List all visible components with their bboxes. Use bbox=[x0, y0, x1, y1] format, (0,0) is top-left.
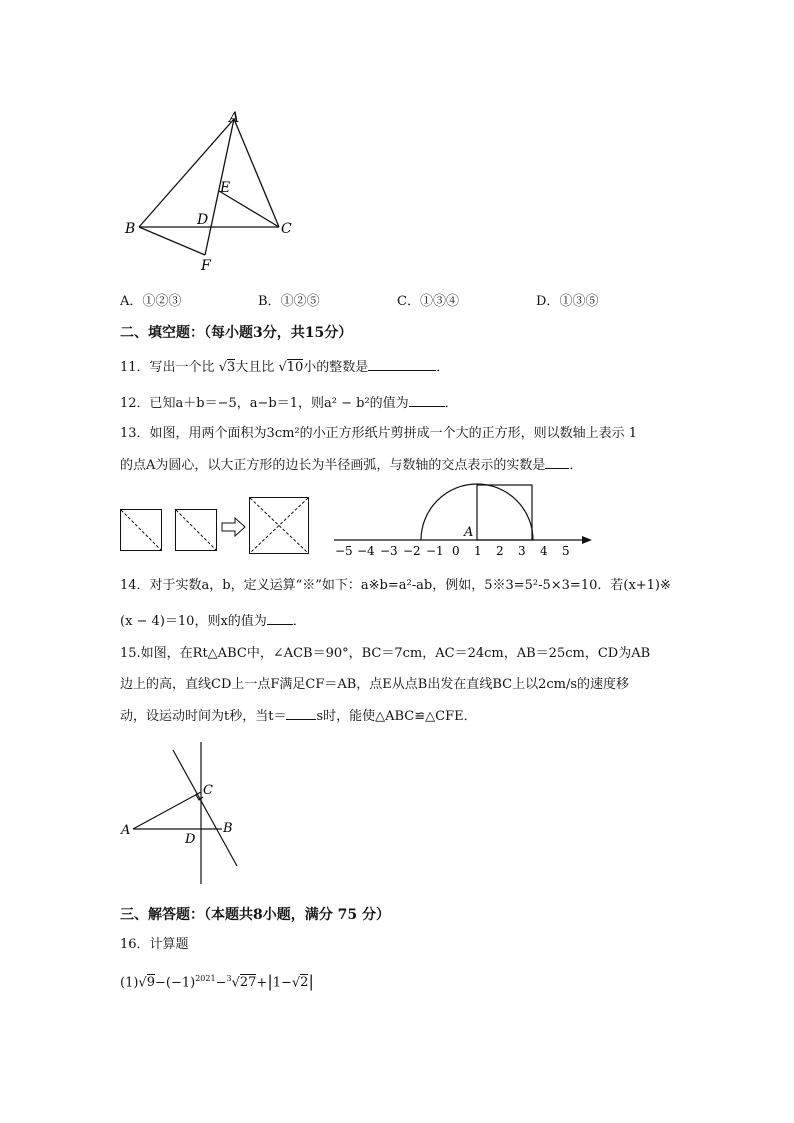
tick-label: 5 bbox=[562, 544, 570, 558]
section-solution-heading: 三、解答题：（本题共8小题，满分 75 分） bbox=[120, 907, 390, 923]
cube-root-icon: √ bbox=[231, 975, 240, 991]
number-line-figure bbox=[330, 478, 595, 562]
question-15-line1: 15.如图，在Rt△ABC中，∠ACB＝90°，BC＝7cm，AC＝24cm，AB＝25cm，CD为AB bbox=[120, 646, 651, 661]
large-square bbox=[249, 497, 309, 554]
tick-label: −1 bbox=[426, 544, 444, 558]
question-14-line2: (x − 4)＝10，则x的值为 ． bbox=[120, 614, 306, 629]
question-15-line2: 边上的高，直线CD上一点F满足CF＝AB，点E从点B出发在直线BC上以2cm/s的速度移 bbox=[120, 677, 630, 692]
label-d: D bbox=[185, 832, 196, 847]
option-b[interactable]: B．①②⑤ bbox=[258, 294, 320, 309]
section-fill-in-heading: 二、填空题：（每小题3分，共15分） bbox=[120, 325, 353, 341]
tick-label: −4 bbox=[357, 544, 375, 558]
option-a[interactable]: A．①②③ bbox=[120, 294, 182, 309]
answer-blank-15[interactable] bbox=[286, 707, 316, 720]
label-b: B bbox=[125, 221, 136, 237]
tick-label: 1 bbox=[474, 544, 482, 558]
question-13-line2: 的点A为圆心，以大正方形的边长为半径画弧，与数轴的交点表示的实数是 ． bbox=[120, 458, 583, 473]
sqrt-icon: √ bbox=[138, 975, 147, 991]
question-11: 11．写出一个比 √3大且比 √10小的整数是 ． bbox=[120, 360, 450, 375]
answer-blank-14[interactable] bbox=[267, 612, 293, 625]
figure-triangle-abc bbox=[115, 105, 305, 280]
tick-label: −2 bbox=[403, 544, 421, 558]
option-d[interactable]: D．①③⑤ bbox=[536, 294, 599, 309]
label-a: A bbox=[229, 110, 240, 126]
question-16-title: 16．计算题 bbox=[120, 937, 189, 952]
tick-label: −3 bbox=[380, 544, 398, 558]
sqrt-icon: √ bbox=[278, 360, 287, 375]
tick-label: 0 bbox=[452, 544, 460, 558]
question-14-line1: 14．对于实数a，b，定义运算“※”如下：a※b=a²-ab，例如，5※3=5²-5×3=10．若(x+1)※ bbox=[120, 578, 671, 593]
label-b: B bbox=[223, 821, 233, 836]
answer-blank-12[interactable] bbox=[409, 394, 445, 407]
sqrt-icon: √ bbox=[218, 360, 227, 375]
question-16-expression: $(1)√9-(-1)^{2021}-^3√27+|1-√2|$ bbox=[120, 971, 314, 991]
answer-blank-13[interactable] bbox=[545, 456, 569, 469]
label-e: E bbox=[220, 180, 231, 196]
arrow-right-icon bbox=[221, 517, 247, 537]
tick-label: 3 bbox=[518, 544, 526, 558]
label-a: A bbox=[121, 823, 131, 838]
tick-label: 2 bbox=[496, 544, 504, 558]
answer-blank-11[interactable] bbox=[368, 358, 436, 371]
small-square-1 bbox=[120, 509, 162, 551]
question-13-line1: 13．如图，用两个面积为3cm²的小正方形纸片剪拼成一个大的正方形，则以数轴上表示 1 bbox=[120, 426, 638, 441]
option-c[interactable]: C．①③④ bbox=[397, 294, 459, 309]
tick-label: 4 bbox=[540, 544, 548, 558]
tick-label: −5 bbox=[335, 544, 353, 558]
abs-bar-right: | bbox=[308, 971, 314, 991]
figure-right-triangle bbox=[115, 738, 250, 888]
label-d: D bbox=[197, 212, 209, 228]
point-a-label: A bbox=[464, 525, 474, 540]
question-12: 12．已知a＋b＝−5，a−b＝1，则a² − b²的值为 ． bbox=[120, 396, 458, 411]
label-f: F bbox=[201, 258, 211, 274]
question-15-line3: 动，设运动时间为t秒，当t＝ s时，能使△ABC≌△CFE． bbox=[120, 709, 477, 724]
abs-bar-left: | bbox=[267, 971, 273, 991]
sqrt-icon: √ bbox=[291, 975, 301, 991]
label-c: C bbox=[203, 783, 213, 798]
small-square-2 bbox=[175, 509, 217, 551]
label-c: C bbox=[281, 221, 292, 237]
